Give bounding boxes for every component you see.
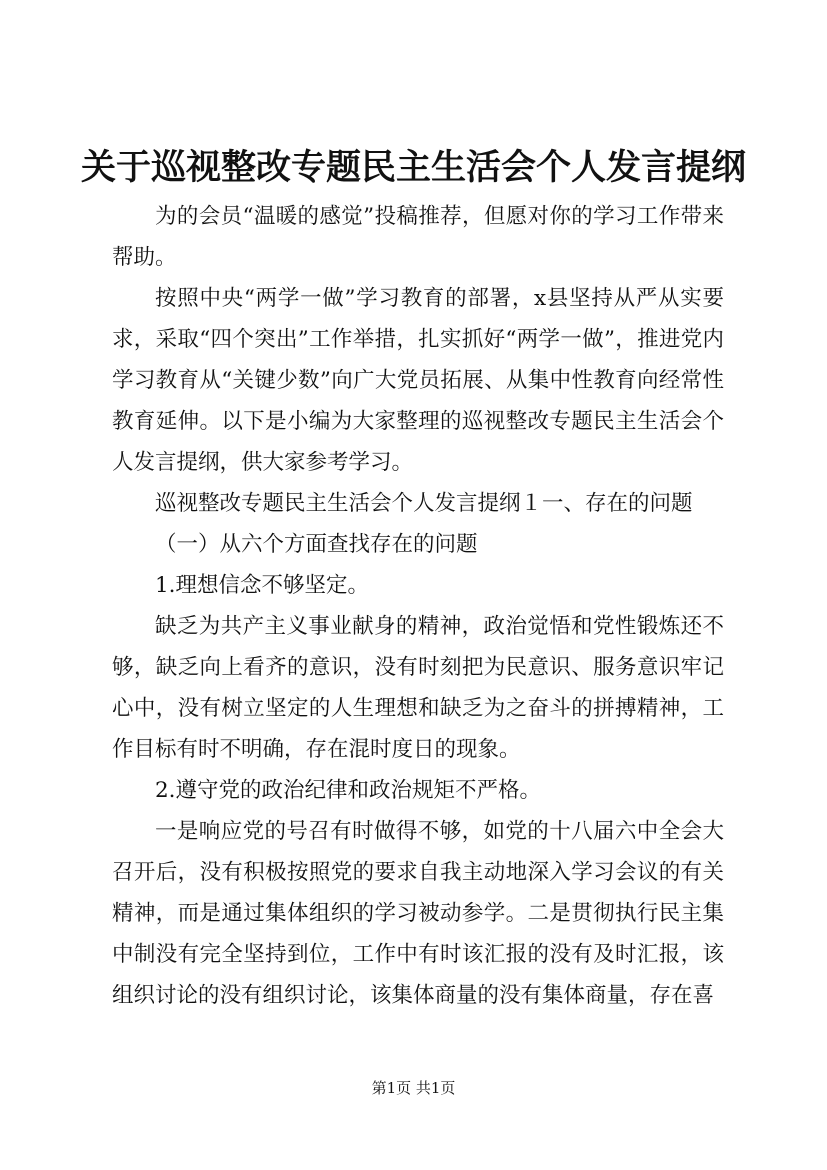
- paragraph-intro: 为的会员“温暖的感觉”投稿推荐，但愿对你的学习工作带来帮助。: [112, 204, 724, 270]
- paragraph-subheading: （一）从六个方面查找存在的问题: [155, 532, 478, 557]
- document-body: [112, 196, 724, 1016]
- paragraph-item-1-body: 缺乏为共产主义事业献身的精神，政治觉悟和党性锻炼还不够，缺乏向上看齐的意识，没有时刻把为民意识、服务意识牢记心中，没有树立坚定的人生理想和缺乏为之奋斗的拼搏精神，工作目标有时不明确，存在混时度日的现象。: [112, 614, 724, 762]
- paragraph-section-heading: 巡视整改专题民主生活会个人发言提纲１一、存在的问题: [155, 491, 693, 516]
- paragraph-item-2-body: 一是响应党的号召有时做得不够，如党的十八届六中全会大召开后，没有积极按照党的要求自我主动地深入学习会议的有关精神，而是通过集体组织的学习被动参学。二是贯彻执行民主集中制没有完全坚持到位，工作中有时该汇报的没有及时汇报，该组织讨论的没有组织讨论，该集体商量的没有集体商量，存在喜: [112, 819, 724, 1008]
- paragraph-item-2-heading: 2.遵守党的政治纪律和政治规矩不严格。: [155, 778, 542, 803]
- page-number-footer: 第1页 共1页: [371, 1079, 456, 1097]
- paragraph-item-1-heading: 1.理想信念不够坚定。: [155, 573, 370, 598]
- document-title: 关于巡视整改专题民主生活会个人发言提纲: [80, 147, 746, 188]
- paragraph-background: 按照中央“两学一做”学习教育的部署，x县坚持从严从实要求，采取“四个突出”工作举措，扎实抓好“两学一做”，推进党内学习教育从“关键少数”向广大党员拓展、从集中性教育向经常性教育延伸。以下是小编为大家整理的巡视整改专题民主生活会个人发言提纲，供大家参考学习。: [112, 286, 724, 475]
